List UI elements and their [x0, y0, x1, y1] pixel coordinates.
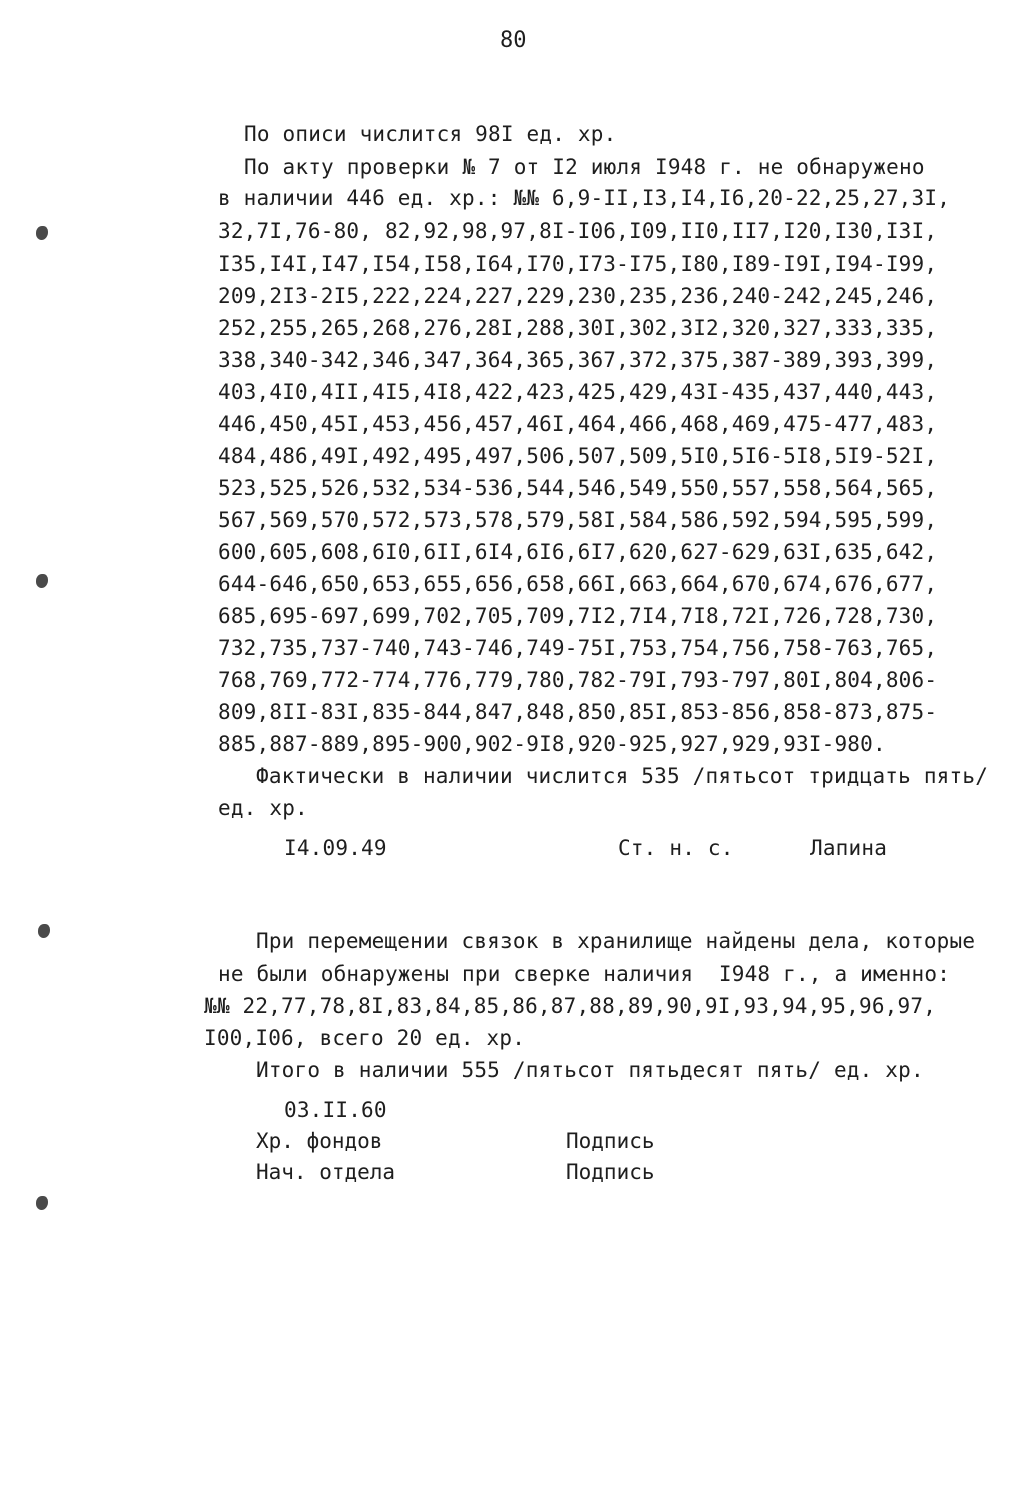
signature-date: I4.09.49: [284, 836, 387, 860]
punch-hole-mark: [36, 226, 48, 240]
text-line: I35,I4I,I47,I54,I58,I64,I70,I73-I75,I80,I89-I9I,I94-I99,: [218, 252, 938, 276]
page-number: 80: [500, 28, 527, 53]
signature-mark: Подпись: [566, 1129, 655, 1153]
text-line: Фактически в наличии числится 535 /пятьсот тридцать пять/: [256, 764, 989, 788]
signature-role: Нач. отдела: [256, 1160, 396, 1184]
text-line: не были обнаружены при сверке наличия I948 г., а именно:: [218, 962, 951, 986]
signature-role: Хр. фондов: [256, 1129, 383, 1153]
text-line: 685,695-697,699,702,705,709,7I2,7I4,7I8,72I,726,728,730,: [218, 604, 938, 628]
text-line: По акту проверки № 7 от I2 июля I948 г. не обнаружено: [244, 155, 925, 179]
text-line: 809,8II-83I,835-844,847,848,850,85I,853-856,858-873,875-: [218, 700, 938, 724]
signature-date: 03.II.60: [284, 1098, 387, 1122]
punch-hole-mark: [36, 574, 48, 588]
punch-hole-mark: [38, 924, 50, 938]
text-line: ед. хр.: [218, 796, 308, 820]
text-line: 32,7I,76-80, 82,92,98,97,8I-I06,I09,II0,II7,I20,I30,I3I,: [218, 219, 938, 243]
text-line: 644-646,650,653,655,656,658,66I,663,664,670,674,676,677,: [218, 572, 938, 596]
text-line: 484,486,49I,492,495,497,506,507,509,5I0,5I6-5I8,5I9-52I,: [218, 444, 938, 468]
text-line: в наличии 446 ед. хр.: №№ 6,9-II,I3,I4,I6,20-22,25,27,3I,: [218, 186, 951, 210]
text-line: 885,887-889,895-900,902-9I8,920-925,927,929,93I-980.: [218, 732, 886, 756]
text-line: 403,4I0,4II,4I5,4I8,422,423,425,429,43I-435,437,440,443,: [218, 380, 938, 404]
punch-hole-mark: [36, 1196, 48, 1210]
text-line: 732,735,737-740,743-746,749-75I,753,754,756,758-763,765,: [218, 636, 938, 660]
signature-name: Лапина: [810, 836, 888, 860]
text-line: 600,605,608,6I0,6II,6I4,6I6,6I7,620,627-629,63I,635,642,: [218, 540, 938, 564]
text-line: 523,525,526,532,534-536,544,546,549,550,557,558,564,565,: [218, 476, 938, 500]
signature-mark: Подпись: [566, 1160, 655, 1184]
text-line: 338,340-342,346,347,364,365,367,372,375,387-389,393,399,: [218, 348, 938, 372]
text-line: №№ 22,77,78,8I,83,84,85,86,87,88,89,90,9I,93,94,95,96,97,: [204, 994, 937, 1018]
signature-position: Ст. н. с.: [618, 836, 734, 860]
text-line: 446,450,45I,453,456,457,46I,464,466,468,469,475-477,483,: [218, 412, 938, 436]
text-line: Итого в наличии 555 /пятьсот пятьдесят пять/ ед. хр.: [256, 1058, 924, 1082]
text-line: 209,2I3-2I5,222,224,227,229,230,235,236,240-242,245,246,: [218, 284, 938, 308]
text-line: При перемещении связок в хранилище найдены дела, которые: [256, 929, 976, 953]
text-line: 768,769,772-774,776,779,780,782-79I,793-797,80I,804,806-: [218, 668, 938, 692]
text-line: По описи числится 98I ед. хр.: [244, 122, 617, 146]
text-line: I00,I06, всего 20 ед. хр.: [204, 1026, 526, 1050]
text-line: 567,569,570,572,573,578,579,58I,584,586,592,594,595,599,: [218, 508, 938, 532]
text-line: 252,255,265,268,276,28I,288,30I,302,3I2,320,327,333,335,: [218, 316, 938, 340]
